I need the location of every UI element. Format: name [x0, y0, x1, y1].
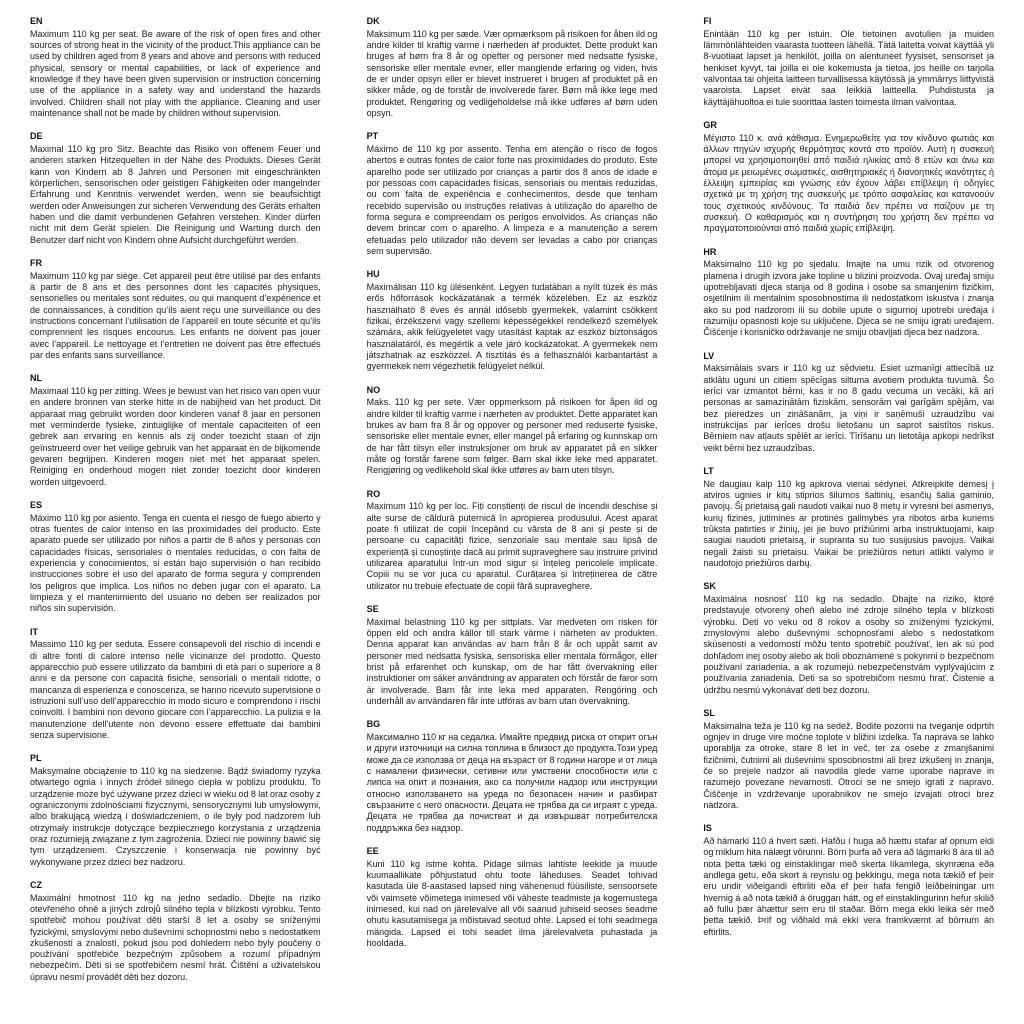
language-code-label: LT — [703, 465, 714, 476]
language-code-label: IT — [30, 626, 38, 637]
language-code-label: EN — [30, 16, 43, 26]
safety-warning-text: Максимално 110 кг на седалка. Имайте предвид риска от открит огън и други източници на силна топлина в близост до продукта.Този уред може да се използва от деца на възраст от 8 години нагоре и от лица с намалени физически, сетивни или умствени способности или с липса на опит и познания, ако са получили надзор или инструкции относно използването на уреда по безопасен начин и разбират свързаните с него опасности. Децата не трябва да си играят с уреда. Децата не трябва да почистват и да извършват потребителска поддръжка без надзор. — [366, 731, 658, 833]
language-section-es — [30, 500, 321, 615]
language-code-label: BG — [366, 719, 381, 730]
language-code-label: FR — [30, 257, 42, 268]
column-middle — [367, 16, 658, 1014]
language-section-ro — [367, 489, 658, 592]
language-section-pl — [30, 753, 321, 868]
language-section-ee — [367, 846, 658, 949]
safety-warning-text: Maksimum 110 kg per sæde. Vær opmærksom på risikoen for åben ild og andre kilder til kraftig varme i nærheden af produktet. Dette produkt kan bruges af børn fra 8 år og opefter og personer med nedsatte fysiske, sensoriske eller mentale evner, eller manglende erfaring og viden, hvis de er under opsyn eller er blevet instrueret i brugen af produktet på en sikker måde, og de forstår de involverede farer. Børn må ikke lege med produktet. Rengøring og vedligeholdelse må ikke udføres af børn uden opsyn. — [366, 28, 658, 118]
language-section-cz — [30, 880, 321, 983]
safety-warning-text: Maximálna nosnosť 110 kg na sedadlo. Dbajte na riziko, ktoré predstavuje otvorený oheň alebo iné zdroje silného tepla v blízkosti výrobku. Deti vo veku od 8 rokov a osoby so zníženými fyzickými, zmyslovými alebo duševnými schopnosťami alebo s nedostatkom skúseností a vedomostí môžu tento spotrebič používať, len ak sú pod dohľadom inej osoby alebo ak boli oboznámené s pokynmi o bezpečnom používaní zariadenia, a ak rozumejú nebezpečenstvám vyplývajúcim z používania zariadenia. Deti sa so spotrebičom nesmú hrať. Čistenie a údržbu nesmú vykonávať deti bez dozoru. — [703, 593, 994, 695]
safety-warning-text: Máximo de 110 kg por assento. Tenha em atenção o risco de fogos abertos e outras fontes de calor forte nas proximidades do produto. Este aparelho pode ser utilizado por crianças a partir dos 8 anos de idade e por pessoas com capacidades físicas, sensoriais ou mentais reduzidas, ou com falta de experiência e conhecimentos, desde que tenham recebido supervisão ou instruções relativas à utilização do aparelho de forma segura e compreendam os perigos envolvidos. As crianças não devem brincar com o aparelho. A limpeza e a manutenção a serem efetuadas pelo utilizador não devem ser levadas a cabo por crianças sem supervisão. — [366, 144, 658, 256]
language-section-dk — [367, 16, 658, 119]
language-section-de — [30, 131, 321, 246]
language-code-label: HU — [366, 269, 380, 280]
language-section-sk — [703, 581, 994, 696]
language-section-fr — [30, 258, 321, 361]
safety-warning-text: Maximal 110 kg pro Sitz. Beachte das Risiko von offenem Feuer und anderen starken Hitzequellen in der Nähe des Produkts. Dieses Gerät kann von Kindern ab 8 Jahren und Personen mit eingeschränkten körperlichen, sensorischen oder geistigen Fähigkeiten oder mangelnder Erfahrung und Kenntnis verwendet werden, wenn sie beaufsichtigt werden oder Anweisungen zur sicheren Verwendung des Geräts erhalten haben und die damit verbundenen Gefahren verstehen. Kinder dürfen nicht mit dem Gerät spielen. Die Reinigung und Wartung durch den Benutzer darf nicht von Kindern ohne Aufsicht durchgeführt werden. — [30, 144, 321, 245]
language-section-en — [30, 16, 321, 119]
safety-warning-text: Maximálisan 110 kg ülésenként. Legyen tudatában a nyílt tüzek és más erős hőforrások kockázatának a termék közelében. Ez az eszköz használható 8 éves és annál idősebb gyermekek, valamint csökkent fizikai, érzékszervi vagy szellemi képességekkel rendelkező személyek számára, akik felügyeletet vagy utasítást kaptak az eszköz biztonságos használatáról, és megértik a vele járó kockázatokat. A gyermekek nem játszhatnak az eszközzel. A tisztítás és a felhasználói karbantartást a gyermekek nem végezhetik felügyelet nélkül. — [366, 281, 658, 372]
safety-warning-text: Maximum 110 kg par siège. Cet appareil peut être utilisé par des enfants à partir de 8 ans et des personnes dont les capacités physiques, sensorielles ou mentales sont réduites, ou qui manquent d’expérience et de connaissances, à condition qu’ils aient reçu une surveillance ou des instructions concernant l’utilisation de l’appareil en toute sécurité et qu’ils comprennent les risques encourus. Les enfants ne doivent pas jouer avec l’appareil. Le nettoyage et l’entretien ne doivent pas être effectués par des enfants sans surveillance. — [30, 270, 321, 360]
language-code-label: NO — [366, 384, 381, 395]
language-code-label: RO — [366, 488, 381, 499]
language-code-label: SK — [703, 581, 716, 592]
language-code-label: GR — [703, 119, 717, 130]
safety-warning-text: Maksymalne obciążenie to 110 kg na siedzenie. Bądź świadomy ryzyka otwartego ognia i innych źródeł silnego ciepła w pobliżu produktu. To urządzenie może być używane przez dzieci w wieku od 8 lat oraz osoby z ograniczonymi zdolnościami fizycznymi, sensorycznymi lub umysłowymi, albo brakującą wiedzą i doświadczeniem, o ile były pod nadzorem lub otrzymały instrukcje dotyczące bezpiecznego korzystania z urządzenia oraz rozumieją związane z tym zagrożenia. Dzieci nie powinny bawić się tym urządzeniem. Czyszczenie i konserwacja nie powinny być wykonywane przez dzieci bez nadzoru. — [30, 765, 321, 867]
language-section-it — [30, 627, 321, 742]
language-code-label: CZ — [30, 879, 42, 890]
language-section-lv — [703, 351, 994, 454]
safety-warning-text: Ne daugiau kaip 110 kg apkrova vienai sėdynei. Atkreipkite dėmesį į atviros ugnies ir kitų stiprios šilumos šaltinių, esančių šalia gaminio, pavojų. Šį prietaisą gali naudoti vaikai nuo 8 metų ir vyresni bei asmenys, kurių fizinės, jutiminės ar protinės galimybės yra ribotos arba kuriems trūksta patirties ir žinių, jei jie buvo prižiūrimi arba instruktuojami, kaip saugiai naudoti prietaisą, ir supranta su tuo susijusius pavojus. Vaikai negali žaisti su prietaisu. Vaikai be priežiūros neturi atlikti valymo ir naudotojo priežiūros darbų. — [703, 478, 994, 568]
safety-warning-text: Enintään 110 kg per istuin. Ole tietoinen avotulien ja muiden lämmönlähteiden vaarasta tuotteen lähellä. Tätä laitetta voivat käyttää yli 8-vuotiaat lapset ja henkilöt, joilla on alentuneet fyysiset, sensoriset ja henkiset kyvyt, tai joilla ei ole kokemusta ja tietoa, jos heille on tarjolla valvontaa tai ohjeita laitteen turvallisessa käytössä ja ymmärrys liittyvistä vaaroista. Lapset eivät saa leikkiä laitteella. Puhdistusta ja käyttäjähuoltoa ei tule suorittaa lasten toimesta ilman valvontaa. — [703, 28, 994, 107]
language-code-label: PL — [30, 753, 42, 764]
language-section-lt — [703, 466, 994, 569]
language-section-is — [703, 823, 994, 938]
language-code-label: SE — [366, 603, 379, 614]
safety-warning-text: Maks. 110 kg per sete. Vær oppmerksom på risikoen for åpen ild og andre kilder til kraftig varme i nærheten av produktet. Dette apparatet kan brukes av barn fra 8 år og oppover og personer med reduserte fysiske, sensoriske eller mentale evner, eller mangel på erfaring og kunnskap om de har fått tilsyn eller instruksjoner om bruk av apparatet på en sikker måte og forstår farene som følger. Barn skal ikke leke med apparatet. Rengjøring og vedlikehold skal ikke utføres av barn uten tilsyn. — [366, 397, 658, 476]
safety-warning-text: Massimo 110 kg per seduta. Essere consapevoli del rischio di incendi e di altre fonti di calore intenso nelle vicinanze del prodotto. Questo apparecchio può essere utilizzato da bambini di età pari o superiore a 8 anni e da persone con capacità fisiche, sensoriali o mentali ridotte, o mancanza di esperienza e conoscenza, se hanno ricevuto supervisione o istruzioni sull’uso dell’apparecchio in modo sicuro e comprendono i rischi coinvolti. I bambini non devono giocare con l’apparecchio. La pulizia e la manutenzione dell’utente non devono essere effettuate dai bambini senza supervisione. — [30, 639, 321, 740]
language-code-label: DK — [366, 16, 380, 26]
safety-warning-text: Maximal belastning 110 kg per sittplats. Var medveten om risken för öppen eld och andra källor till stark värme i närheten av produkten. Denna apparat kan användas av barn från 8 år och uppåt samt av personer med nedsatta fysiska, sensoriska eller mentala förmågor, eller brist på erfarenhet och kunskap, om de har fått övervakning eller instruktioner om säker användning av apparaten och förstår de faror som är involverade. Barn får inte leka med apparaten. Rengöring och underhåll av användaren får inte utföras av barn utan övervakning. — [366, 616, 658, 706]
safety-warning-text: Máximo 110 kg por asiento. Tenga en cuenta el riesgo de fuego abierto y otras fuentes de calor intenso en las proximidades del producto. Este aparato puede ser utilizado por niños a partir de 8 años y personas con capacidades físicas, sensoriales o mentales reducidas, o con falta de experiencia y conocimientos, si están bajo supervisión o han recibido instrucciones sobre el uso del aparato de forma segura y comprenden los peligros que implica. Los niños no deben jugar con el aparato. La limpieza y el mantenimiento del usuario no deben ser realizados por niños sin supervisión. — [30, 512, 321, 614]
language-section-hr — [703, 247, 994, 339]
column-left — [30, 16, 321, 1014]
language-code-label: PT — [366, 131, 379, 142]
language-code-label: IS — [703, 823, 712, 834]
safety-warning-text: Maksimalna teža je 110 kg na sedež. Bodite pozorni na tveganje odprtih ognjev in druge vire močne toplote v bližini izdelka. Ta naprava se lahko uporablja za otroke, stare 8 let in več, ter za osebe z zmanjšanimi fizičnimi, čutnimi ali duševnimi sposobnostmi ali brez izkušenj in znanja, če so prejele nadzor ali navodila glede varne uporabe naprave in razumejo povezane nevarnosti. Otroci se ne smejo igrati z napravo. Čiščenje in vzdrževanje uporabnikov ne smejo izvajati otroci brez nadzora. — [703, 720, 994, 810]
language-code-label: SL — [703, 707, 715, 718]
language-code-label: EE — [366, 845, 379, 856]
safety-warning-text: Maximum 110 kg per seat. Be aware of the risk of open fires and other sources of strong heat in the vicinity of the product.This appliance can be used by children aged from 8 years and above and persons with reduced physical, sensory or mental capabilities, or lack of experience and knowledge if they have been given supervision or instruction concerning use of the appliance in a safety way and understand the hazards involved. Children shall not play with the appliance. Cleaning and user maintenance shall not be made by children without supervision. — [30, 28, 321, 118]
language-section-gr — [703, 120, 994, 235]
language-section-fi — [703, 16, 994, 108]
safety-warning-text: Kuni 110 kg istme kohta. Pidage silmas lahtiste leekide ja muude kuumaallikate põhjustatud ohtu toote läheduses. Seadet tohivad kasutada üle 8-aastased lapsed ning vähenenud füüsiliste, sensoorsete või vaimsete võimetega inimesed või väheste teadmiste ja kogemustega inimesed, kui nad on järelevalve all või saanud juhiseid seoses seadme ohutu kasutamisega ja mõistavad seotud ohte. Lapsed ei tohi seadmega mängida. Lapsed ei tohi seadet ilma järelevalveta puhastada ja hooldada. — [366, 858, 658, 948]
language-code-label: HR — [703, 246, 717, 257]
language-code-label: FI — [703, 16, 712, 26]
language-code-label: DE — [30, 131, 43, 142]
safety-warning-text: Maksimālais svars ir 110 kg uz sēdvietu. Esiet uzmanīgi attiecībā uz atklātu uguni un citiem spēcīgas siltuma avotiem produkta tuvumā. Šo ierīci var izmantot bērni, kas ir no 8 gadu vecuma un vecāki, kā arī personas ar samazinātām fiziskām, sensorām vai garīgām spējām, vai bez pieredzes un zināšanām, ja viņi ir saņēmuši uzraudzību vai instrukcijas par ierīces drošu lietošanu un saprot saistītos riskus. Bērniem nav atļauts spēlēt ar ierīci. Tīrīšanu un lietotāja apkopi nedrīkst veikt bērni bez uzraudzības. — [703, 363, 994, 453]
language-section-pt — [367, 131, 658, 257]
language-section-hu — [367, 269, 658, 372]
safety-warning-text: Μέγιστο 110 κ. ανά κάθισμα. Ενημερωθείτε για τον κίνδυνο φωτιάς και άλλων πηγών ισχυρής θερμότητας κοντά στο προϊόν. Αυτή η συσκευή μπορεί να χρησιμοποιηθεί από παιδιά ηλικίας από 8 ετών και άνω και άτομα με μειωμένες σωματικές, αισθητηριακές ή διανοητικές ικανότητες ή έλλειψη εμπειρίας και γνώσης εάν έχουν λάβει επίβλεψη ή οδηγίες σχετικά με τη χρήση της συσκευής με τρόπο ασφαλείας και κατανοούν τους σχετικούς κινδύνους. Τα παιδιά δεν πρέπει να παίζουν με τη συσκευή. Ο καθαρισμός και η συντήρηση του χρήστη δεν πρέπει να πραγματοποιούνται από παιδιά χωρίς επίβλεψη. — [703, 132, 994, 234]
language-section-nl — [30, 373, 321, 488]
language-section-se — [367, 604, 658, 707]
safety-warning-text: Maksimalno 110 kg po sjedalu. Imajte na umu rizik od otvorenog plamena i drugih izvora jake topline u blizini proizvoda. Ovaj uređaj smiju upotrebljavati djeca starija od 8 godina i osobe sa smanjenim fizičkim, osjetilnim ili mentalnim sposobnostima ili nedostatkom iskustva i znanja ako su pod nadzorom ili su dobile upute o sigurnoj upotrebi uređaja i razumiju opasnosti koje su uključene. Djeca se ne smiju igrati uređajem. Čišćenje i korisničko održavanje ne smiju obavljati djeca bez nadzora. — [703, 259, 994, 338]
column-right — [703, 16, 994, 1014]
safety-warning-text: Maximální hmotnost 110 kg na jedno sedadlo. Dbejte na riziko otevřeného ohně a jiných zdrojů silného tepla v blízkosti výrobku. Tento spotřebič mohou používat děti starší 8 let a osoby se sníženými fyzickými, smyslovými nebo duševními schopnostmi nebo s nedostatkem zkušeností a znalostí, pokud jsou pod dohledem nebo byly poučeny o používání spotřebiče bezpečným způsobem a rozumí případným nebezpečím. Děti si se spotřebičem nesmí hrát. Čištění a uživatelskou úpravu nesmí provádět děti bez dozoru. — [30, 892, 321, 982]
language-code-label: ES — [30, 499, 43, 510]
language-section-bg — [367, 719, 658, 834]
language-section-no — [367, 385, 658, 477]
language-section-sl — [703, 708, 994, 811]
language-code-label: NL — [30, 373, 42, 384]
safety-warning-text: Að hámarki 110 á hvert sæti. Hafðu í huga að hættu stafar af opnum eldi og miklum hita nálægt vörunni. Börn þurfa að vera að lágmarki 8 ára til að nota þetta tæki og einstaklingar með skerta líkamlega, skynræna eða andlega getu, eða skort á reynslu og þekkingu, mega nota tækið ef þeir eru undir viðeigandi eftirliti eða ef þeir hafa fengið leiðbeiningar um hvernig á að nota tækið á öruggan hátt, og ef einstaklingurinn hefur skilið að fullu þær áhættur sem eru til staðar. Börn mega ekki leika sér með þetta tækið. Þrif og viðhald má ekki vera framkvæmt af börnum án eftirlits. — [703, 835, 994, 937]
language-code-label: LV — [703, 350, 715, 361]
safety-warning-text: Maximaal 110 kg per zitting. Wees je bewust van het risico van open vuur en andere bronnen van sterke hitte in de nabijheid van het product. Dit apparaat mag gebruikt worden door kinderen vanaf 8 jaar en personen met verminderde fysieke, zintuiglijke of mentale capaciteiten of een gebrek aan ervaring en kennis als zij onder toezicht staan of zijn geïnstrueerd over het veilige gebruik van het apparaat en de bijkomende gevaren begrijpen. Kinderen mogen niet met het apparaat spelen. Reiniging en onderhoud mogen niet zonder toezicht door kinderen worden uitgevoerd. — [30, 385, 321, 487]
safety-warning-text: Maximum 110 kg per loc. Fiți conștienți de riscul de incendii deschise și alte surse de căldură puternică în apropierea produsului. Acest aparat poate fi utilizat de copii începând cu vârsta de 8 ani și peste și de persoane cu capacități fizice, senzoriale sau mentale sau lipsă de experiență și cunoștințe dacă au primit supraveghere sau instruire privind utilizarea aparatului într-un mod sigur și înțeleg pericolele implicate. Copiii nu se vor juca cu aparatul. Curățarea și întreținerea de către utilizator nu trebuie efectuate de copii fără supraveghere. — [366, 501, 658, 591]
